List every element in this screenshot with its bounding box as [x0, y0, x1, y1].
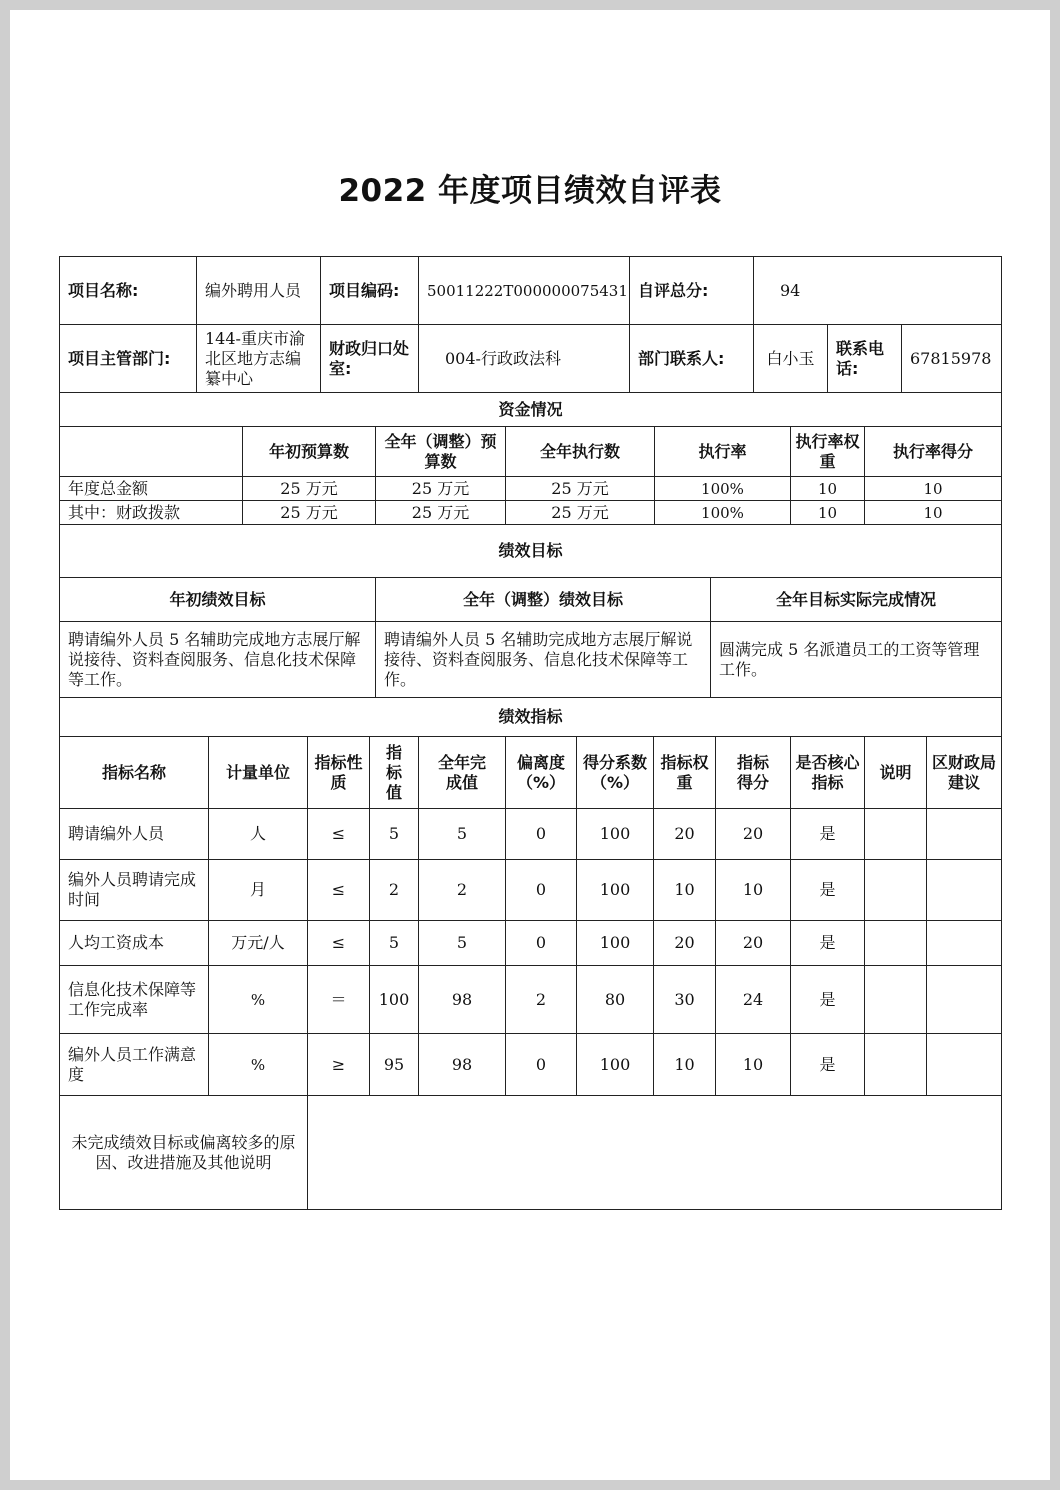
indicator-header: 计量单位 — [209, 737, 308, 809]
project-info-table — [59, 256, 1002, 393]
indicator-unit: % — [209, 966, 308, 1034]
goal-adjusted: 聘请编外人员 5 名辅助完成地方志展厅解说接待、资料查阅服务、信息化技术保障等工作。 — [376, 622, 711, 698]
indicator-score: 10 — [716, 1034, 791, 1096]
indicator-unit: % — [209, 1034, 308, 1096]
funds-header: 年初预算数 — [243, 427, 376, 477]
contact-label: 部门联系人: — [630, 325, 754, 393]
indicator-row — [60, 921, 1002, 966]
indicator-core: 是 — [791, 966, 865, 1034]
indicator-weight: 10 — [654, 1034, 716, 1096]
indicator-header: 指标得分 — [716, 737, 791, 809]
indicator-core: 是 — [791, 921, 865, 966]
indicator-note — [865, 1034, 927, 1096]
funds-cell: 25 万元 — [506, 477, 655, 501]
indicator-done: 5 — [419, 921, 506, 966]
funds-row — [60, 501, 1002, 525]
indicator-coefficient: 80 — [577, 966, 654, 1034]
score-value: 94 — [754, 257, 1002, 325]
funds-cell: 10 — [865, 477, 1002, 501]
goal-initial: 聘请编外人员 5 名辅助完成地方志展厅解说接待、资料查阅服务、信息化技术保障等工作。 — [60, 622, 376, 698]
funds-header: 执行率权重 — [791, 427, 865, 477]
indicator-nature: ≤ — [308, 860, 370, 921]
funds-cell: 100% — [655, 477, 791, 501]
indicator-name: 编外人员聘请完成时间 — [60, 860, 209, 921]
funds-header: 执行率 — [655, 427, 791, 477]
project-code-label: 项目编码: — [321, 257, 419, 325]
indicators-table — [59, 697, 1002, 1210]
indicator-name: 编外人员工作满意度 — [60, 1034, 209, 1096]
funds-table — [59, 392, 1002, 525]
indicator-core: 是 — [791, 1034, 865, 1096]
funds-header: 全年（调整）预算数 — [376, 427, 506, 477]
indicator-header: 指标权重 — [654, 737, 716, 809]
indicator-header: 指标名称 — [60, 737, 209, 809]
indicator-advice — [927, 860, 1002, 921]
funds-row-label: 其中：财政拨款 — [60, 501, 243, 525]
indicator-advice — [927, 1034, 1002, 1096]
funds-cell: 25 万元 — [376, 477, 506, 501]
indicator-header: 是否核心指标 — [791, 737, 865, 809]
indicator-advice — [927, 921, 1002, 966]
indicator-note — [865, 809, 927, 860]
indicator-weight: 30 — [654, 966, 716, 1034]
indicator-header: 全年完成值 — [419, 737, 506, 809]
project-code-value: 50011222T000000075431 — [419, 257, 630, 325]
indicator-row — [60, 1034, 1002, 1096]
contact-value: 白小玉 — [754, 325, 828, 393]
indicator-score: 10 — [716, 860, 791, 921]
funds-cell: 25 万元 — [243, 501, 376, 525]
finance-label: 财政归口处室: — [321, 325, 419, 393]
indicator-score: 20 — [716, 809, 791, 860]
funds-cell: 25 万元 — [506, 501, 655, 525]
indicators-section-title: 绩效指标 — [60, 698, 1002, 737]
indicator-done: 2 — [419, 860, 506, 921]
indicator-unit: 万元/人 — [209, 921, 308, 966]
indicator-header: 说明 — [865, 737, 927, 809]
dept-value: 144-重庆市渝北区地方志编纂中心 — [197, 325, 321, 393]
indicator-done: 5 — [419, 809, 506, 860]
indicator-row — [60, 966, 1002, 1034]
indicator-target: 95 — [370, 1034, 419, 1096]
goals-section-title: 绩效目标 — [60, 525, 1002, 578]
indicator-weight: 10 — [654, 860, 716, 921]
goals-header: 全年目标实际完成情况 — [711, 578, 1002, 622]
indicator-coefficient: 100 — [577, 860, 654, 921]
indicator-nature: ≤ — [308, 921, 370, 966]
indicator-target: 2 — [370, 860, 419, 921]
indicator-nature: ≤ — [308, 809, 370, 860]
page-title: 2022 年度项目绩效自评表 — [338, 173, 722, 209]
dept-label: 项目主管部门: — [60, 325, 197, 393]
indicator-coefficient: 100 — [577, 1034, 654, 1096]
indicator-nature: ＝ — [308, 966, 370, 1034]
indicator-deviation: 0 — [506, 809, 577, 860]
indicator-header: 指标性质 — [308, 737, 370, 809]
goals-header: 全年（调整）绩效目标 — [376, 578, 711, 622]
indicator-header: 偏离度（%） — [506, 737, 577, 809]
funds-cell: 25 万元 — [243, 477, 376, 501]
indicator-advice — [927, 966, 1002, 1034]
indicator-row — [60, 809, 1002, 860]
goal-actual: 圆满完成 5 名派遣员工的工资等管理工作。 — [711, 622, 1002, 698]
phone-value: 67815978 — [902, 325, 1002, 393]
indicator-score: 24 — [716, 966, 791, 1034]
funds-row-label: 年度总金额 — [60, 477, 243, 501]
phone-label: 联系电话: — [828, 325, 902, 393]
indicator-name: 聘请编外人员 — [60, 809, 209, 860]
funds-cell: 10 — [791, 501, 865, 525]
funds-header-empty — [60, 427, 243, 477]
indicator-header: 指标值 — [370, 737, 419, 809]
indicator-deviation: 0 — [506, 921, 577, 966]
finance-value: 004-行政政法科 — [419, 325, 630, 393]
indicator-deviation: 0 — [506, 1034, 577, 1096]
indicator-note — [865, 921, 927, 966]
indicator-row — [60, 860, 1002, 921]
funds-cell: 10 — [865, 501, 1002, 525]
score-label: 自评总分: — [630, 257, 754, 325]
indicator-deviation: 2 — [506, 966, 577, 1034]
indicator-target: 100 — [370, 966, 419, 1034]
indicator-nature: ≥ — [308, 1034, 370, 1096]
indicator-header: 区财政局建议 — [927, 737, 1002, 809]
indicator-done: 98 — [419, 966, 506, 1034]
indicator-advice — [927, 809, 1002, 860]
indicator-deviation: 0 — [506, 860, 577, 921]
indicator-coefficient: 100 — [577, 921, 654, 966]
indicator-name: 人均工资成本 — [60, 921, 209, 966]
indicator-core: 是 — [791, 809, 865, 860]
indicator-score: 20 — [716, 921, 791, 966]
funds-cell: 100% — [655, 501, 791, 525]
project-name-value: 编外聘用人员 — [197, 257, 321, 325]
indicator-note — [865, 860, 927, 921]
goals-table — [59, 524, 1002, 698]
indicator-target: 5 — [370, 809, 419, 860]
remark-value — [308, 1096, 1002, 1210]
indicator-note — [865, 966, 927, 1034]
indicator-done: 98 — [419, 1034, 506, 1096]
funds-header: 全年执行数 — [506, 427, 655, 477]
remark-label: 未完成绩效目标或偏离较多的原因、改进措施及其他说明 — [60, 1096, 308, 1210]
indicator-core: 是 — [791, 860, 865, 921]
indicator-weight: 20 — [654, 809, 716, 860]
funds-row — [60, 477, 1002, 501]
project-name-label: 项目名称: — [60, 257, 197, 325]
indicator-unit: 人 — [209, 809, 308, 860]
indicator-header: 得分系数（%） — [577, 737, 654, 809]
indicator-unit: 月 — [209, 860, 308, 921]
funds-section-title: 资金情况 — [60, 393, 1002, 427]
indicator-coefficient: 100 — [577, 809, 654, 860]
funds-header: 执行率得分 — [865, 427, 1002, 477]
goals-header: 年初绩效目标 — [60, 578, 376, 622]
indicator-target: 5 — [370, 921, 419, 966]
indicator-weight: 20 — [654, 921, 716, 966]
funds-cell: 25 万元 — [376, 501, 506, 525]
indicator-name: 信息化技术保障等工作完成率 — [60, 966, 209, 1034]
funds-cell: 10 — [791, 477, 865, 501]
